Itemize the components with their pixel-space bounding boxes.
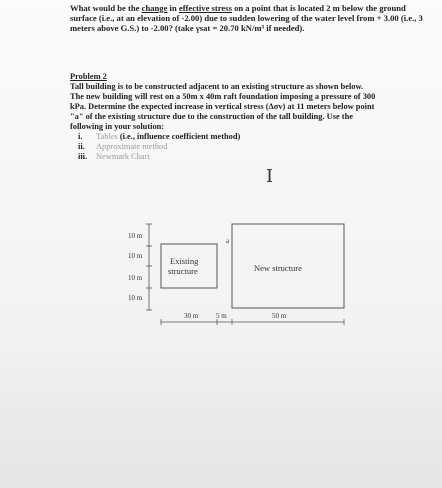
dim-label-left-2: 10 m [128, 252, 143, 260]
method-item: i. Tables (i.e., influence coefficient method) [78, 132, 241, 141]
problem-line-1: Tall building is to be constructed adjacent to an existing structure as shown below. [70, 82, 364, 91]
dim-label-existing-width: 30 m [184, 312, 199, 320]
new-structure-label: New structure [254, 263, 302, 273]
problem-line-4: "a" of the existing structure due to the construction of the tall building. Use the [70, 112, 353, 121]
existing-structure-label-1: Existing [170, 256, 199, 266]
existing-structure-label-2: structure [168, 266, 198, 276]
page-shadow [0, 352, 442, 488]
question-text: What would be the change in effective stress on a point that is located 2 m below the ground surface (i.e., at an elevation of -2.00) due to sudden lowering of the water level from + 3.00 (i.e., 3 meters above G.S.) to -2.00? (take γsat = 20.70 kN/m³ if needed). [70, 3, 423, 34]
dim-label-left-4: 10 m [128, 294, 143, 302]
method-item: iii. Newmark Chart [78, 152, 150, 161]
point-a-label: a [226, 237, 230, 245]
problem-title: Problem 2 [70, 72, 107, 81]
problem-line-5: following in your solution: [70, 122, 165, 131]
underline-effective-stress: effective stress [178, 3, 232, 13]
underline-change: change [141, 3, 168, 13]
problem-line-2: The new building will rest on a 50m x 40m raft foundation imposing a pressure of 300 [70, 92, 376, 101]
dim-label-left-3: 10 m [128, 274, 143, 282]
dim-label-gap: 5 m [216, 312, 227, 320]
method-item: ii. Approximate method [78, 142, 168, 151]
text-cursor-icon: I [266, 166, 274, 187]
dim-label-new-width: 50 m [272, 312, 287, 320]
problem-line-3: kPa. Determine the expected increase in vertical stress (Δσv) at 11 meters below point [70, 102, 375, 111]
dim-label-left-1: 10 m [128, 232, 143, 240]
